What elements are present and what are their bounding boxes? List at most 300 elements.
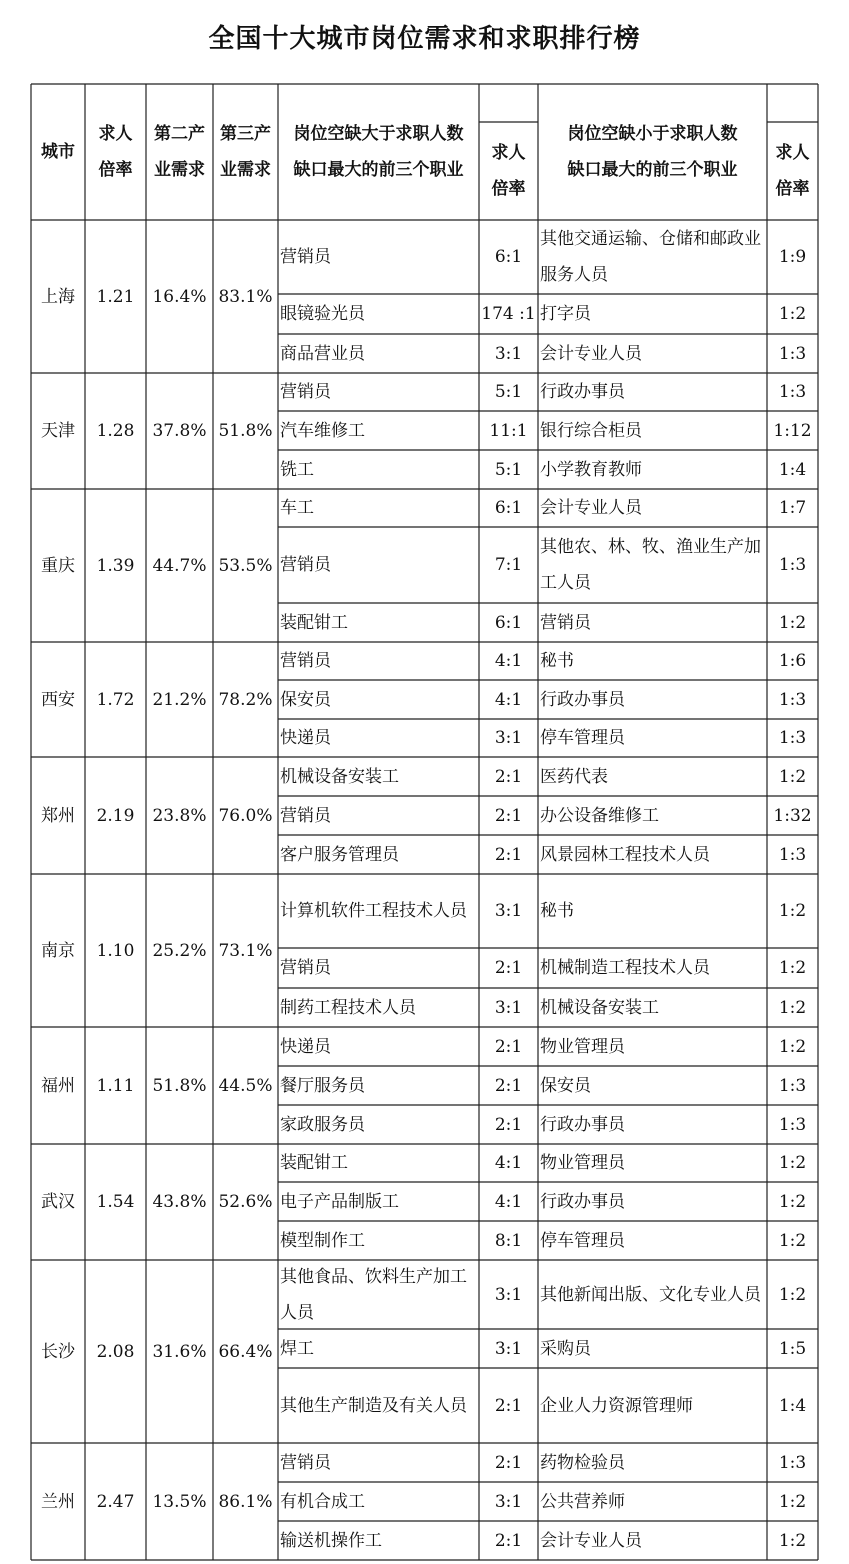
shortage-job-text: 营销员 (280, 651, 331, 671)
surplus-job-text: 停车管理员 (540, 728, 625, 748)
city-ratio-text: 1.72 (96, 689, 135, 710)
shortage-job-text: 眼镜验光员 (280, 304, 365, 324)
surplus-job (538, 450, 767, 489)
city-tertiary (213, 373, 278, 489)
city-name-text: 长沙 (41, 1341, 75, 1362)
shortage-job-text: 商品营业员 (280, 343, 365, 364)
surplus-job-text: 小学教育教师 (540, 459, 642, 480)
city-ratio-text: 1.39 (96, 555, 135, 576)
city-secondary-text: 23.8% (152, 805, 207, 826)
shortage-job (278, 220, 479, 294)
shortage-ratio-text: 3:1 (494, 728, 523, 748)
city-name (31, 642, 85, 757)
city-ratio (85, 489, 146, 642)
shortage-job (278, 450, 479, 489)
city-ratio (85, 220, 146, 373)
shortage-job (278, 757, 479, 796)
shortage-job-text: 有机合成工 (280, 1491, 365, 1512)
shortage-job-text: 铣工 (280, 459, 314, 480)
surplus-job-text: 机械设备安装工 (540, 997, 659, 1018)
shortage-ratio (479, 411, 538, 450)
header-tertiary (213, 84, 278, 220)
city-secondary (146, 373, 213, 489)
surplus-ratio-text: 1:5 (778, 1338, 807, 1359)
shortage-job-text: 输送机操作工 (280, 1530, 382, 1551)
shortage-ratio-text: 6:1 (494, 498, 523, 518)
city-tertiary-text: 66.4% (218, 1341, 273, 1362)
shortage-job-text: 营销员 (280, 1452, 331, 1473)
surplus-job (538, 334, 767, 373)
surplus-ratio-text: 1:2 (778, 958, 807, 978)
city-tertiary (213, 1260, 278, 1443)
shortage-job-text: 电子产品制版工 (280, 1191, 399, 1212)
city-name (31, 373, 85, 489)
surplus-job (538, 489, 767, 527)
shortage-job (278, 489, 479, 527)
city-secondary (146, 1260, 213, 1443)
shortage-ratio-text: 7:1 (494, 555, 523, 575)
surplus-job (538, 1443, 767, 1482)
surplus-job (538, 948, 767, 988)
surplus-job-text: 公共营养师 (540, 1491, 625, 1512)
city-tertiary-text: 53.5% (218, 555, 273, 576)
city-ratio-text: 2.47 (96, 1491, 135, 1512)
surplus-ratio (767, 603, 818, 642)
surplus-job-text: 会计专业人员 (540, 343, 642, 364)
surplus-job-text: 保安员 (540, 1075, 591, 1096)
surplus-ratio (767, 450, 818, 489)
shortage-ratio (479, 603, 538, 642)
shortage-ratio (479, 450, 538, 489)
city-secondary-text: 51.8% (152, 1075, 207, 1096)
shortage-ratio-text: 3:1 (494, 997, 523, 1018)
surplus-ratio-text: 1:2 (778, 1191, 807, 1212)
shortage-ratio (479, 948, 538, 988)
surplus-ratio-text: 1:12 (773, 420, 812, 441)
surplus-job (538, 988, 767, 1027)
city-name (31, 1443, 85, 1560)
shortage-ratio-text: 6:1 (494, 612, 523, 633)
surplus-ratio-text: 1:32 (773, 805, 812, 826)
shortage-job-text: 制药工程技术人员 (280, 997, 416, 1018)
surplus-job-text: 秘书 (540, 651, 574, 671)
surplus-job-text: 会计专业人员 (540, 1530, 642, 1551)
surplus-ratio-text: 1:3 (778, 382, 807, 402)
surplus-ratio (767, 489, 818, 527)
shortage-ratio (479, 1182, 538, 1221)
shortage-ratio-text: 2:1 (494, 1452, 523, 1473)
shortage-ratio (479, 642, 538, 680)
surplus-ratio (767, 373, 818, 411)
surplus-job (538, 1144, 767, 1182)
surplus-ratio (767, 220, 818, 294)
shortage-ratio-text: 4:1 (494, 1191, 523, 1212)
shortage-job-text: 家政服务员 (280, 1114, 365, 1135)
surplus-ratio-text: 1:2 (778, 1153, 807, 1173)
shortage-ratio (479, 1105, 538, 1144)
city-name-text: 兰州 (41, 1491, 75, 1512)
shortage-ratio-text: 5:1 (494, 382, 523, 402)
city-name-text: 郑州 (41, 805, 75, 826)
city-secondary (146, 874, 213, 1027)
surplus-ratio (767, 1221, 818, 1260)
shortage-job-text: 装配钳工 (280, 612, 348, 633)
city-ratio-text: 1.10 (96, 940, 135, 961)
city-secondary-text: 21.2% (152, 689, 207, 710)
city-name (31, 874, 85, 1027)
surplus-job-text: 行政办事员 (540, 382, 625, 402)
surplus-job (538, 1329, 767, 1368)
city-ratio-text: 2.08 (96, 1341, 135, 1362)
shortage-job (278, 1521, 479, 1560)
header-tertiary-text: 第三产 业需求 (220, 124, 271, 180)
shortage-ratio (479, 373, 538, 411)
surplus-job (538, 757, 767, 796)
shortage-ratio-text: 2:1 (494, 1530, 523, 1551)
shortage-job-text: 营销员 (280, 247, 331, 267)
shortage-ratio-text: 4:1 (494, 689, 523, 710)
shortage-ratio-text: 3:1 (494, 1491, 523, 1512)
surplus-ratio (767, 334, 818, 373)
shortage-ratio (479, 1221, 538, 1260)
shortage-ratio (479, 757, 538, 796)
shortage-job (278, 527, 479, 603)
city-secondary (146, 1027, 213, 1144)
city-secondary-text: 25.2% (152, 940, 207, 961)
surplus-ratio-text: 1:4 (778, 1395, 807, 1416)
surplus-job (538, 527, 767, 603)
shortage-ratio (479, 1482, 538, 1521)
surplus-ratio-text: 1:3 (778, 689, 807, 710)
surplus-ratio-text: 1:7 (778, 498, 807, 518)
shortage-job (278, 603, 479, 642)
shortage-ratio-text: 2:1 (494, 844, 523, 865)
city-name (31, 1144, 85, 1260)
city-name-text: 南京 (41, 940, 75, 961)
surplus-job (538, 835, 767, 874)
surplus-ratio (767, 1482, 818, 1521)
surplus-job-text: 行政办事员 (540, 1191, 625, 1212)
surplus-ratio (767, 1105, 818, 1144)
shortage-ratio-text: 3:1 (494, 901, 523, 921)
city-name-text: 天津 (41, 421, 75, 441)
surplus-ratio (767, 1443, 818, 1482)
city-secondary (146, 757, 213, 874)
city-ratio (85, 373, 146, 489)
shortage-job (278, 874, 479, 948)
surplus-job (538, 1027, 767, 1066)
shortage-ratio-text: 2:1 (494, 1075, 523, 1096)
surplus-ratio (767, 988, 818, 1027)
shortage-job (278, 373, 479, 411)
surplus-job (538, 1521, 767, 1560)
city-tertiary-text: 52.6% (218, 1192, 273, 1212)
surplus-job-text: 办公设备维修工 (540, 805, 659, 826)
surplus-ratio (767, 948, 818, 988)
city-secondary-text: 44.7% (152, 555, 207, 576)
city-ratio (85, 1144, 146, 1260)
surplus-ratio (767, 1182, 818, 1221)
surplus-job-text: 医药代表 (540, 766, 608, 787)
header-shortage-ratio-text: 求人 倍率 (491, 143, 526, 199)
shortage-job-text: 焊工 (280, 1338, 314, 1359)
shortage-job-text: 其他生产制造及有关人员 (280, 1395, 467, 1416)
city-secondary (146, 220, 213, 373)
shortage-job-text: 快递员 (280, 1036, 331, 1057)
surplus-ratio-text: 1:6 (778, 651, 807, 671)
city-name-text: 福州 (41, 1075, 75, 1096)
shortage-ratio-text: 5:1 (494, 459, 523, 480)
surplus-job-text: 其他交通运输、仓储和邮政业服务人员 (540, 229, 761, 285)
city-secondary-text: 31.6% (152, 1341, 207, 1362)
shortage-ratio (479, 1368, 538, 1443)
surplus-job (538, 642, 767, 680)
surplus-ratio-text: 1:3 (778, 1114, 807, 1135)
shortage-ratio (479, 835, 538, 874)
header-city-text: 城市 (41, 142, 75, 162)
shortage-job-text: 客户服务管理员 (280, 844, 399, 865)
city-name (31, 220, 85, 373)
surplus-job-text: 停车管理员 (540, 1230, 625, 1251)
shortage-ratio-text: 2:1 (494, 766, 523, 787)
surplus-ratio-text: 1:9 (778, 247, 807, 267)
surplus-ratio-text: 1:2 (778, 1284, 807, 1305)
shortage-ratio (479, 489, 538, 527)
surplus-ratio (767, 1066, 818, 1105)
header-ratio (85, 84, 146, 220)
surplus-ratio (767, 1329, 818, 1368)
shortage-job (278, 1260, 479, 1329)
shortage-ratio (479, 1066, 538, 1105)
surplus-job (538, 220, 767, 294)
city-ratio (85, 874, 146, 1027)
surplus-job-text: 其他新闻出版、文化专业人员 (540, 1284, 761, 1305)
surplus-job-text: 采购员 (540, 1338, 591, 1359)
shortage-job-text: 保安员 (280, 689, 331, 710)
city-ratio-text: 1.28 (96, 421, 135, 441)
header-surplus-jobs-text: 岗位空缺小于求职人数 缺口最大的前三个职业 (567, 124, 738, 180)
header-secondary (146, 84, 213, 220)
city-name (31, 757, 85, 874)
city-ratio-text: 1.11 (96, 1075, 135, 1096)
shortage-ratio-text: 2:1 (494, 1036, 523, 1057)
shortage-job (278, 680, 479, 719)
surplus-ratio-text: 1:2 (778, 766, 807, 787)
surplus-ratio (767, 1260, 818, 1329)
shortage-job (278, 719, 479, 757)
shortage-job (278, 411, 479, 450)
surplus-job-text: 银行综合柜员 (540, 420, 642, 441)
shortage-job-text: 餐厅服务员 (280, 1075, 365, 1096)
surplus-job-text: 行政办事员 (540, 1114, 625, 1135)
header-city (31, 84, 85, 220)
surplus-ratio (767, 719, 818, 757)
shortage-ratio (479, 874, 538, 948)
surplus-job (538, 603, 767, 642)
surplus-job-text: 会计专业人员 (540, 498, 642, 518)
surplus-job (538, 294, 767, 334)
surplus-job-text: 打字员 (540, 304, 591, 324)
city-name-text: 西安 (41, 689, 75, 710)
header-surplus-ratio (767, 122, 818, 220)
shortage-job (278, 1368, 479, 1443)
shortage-ratio (479, 1329, 538, 1368)
surplus-ratio-text: 1:2 (778, 1230, 807, 1251)
city-secondary (146, 489, 213, 642)
shortage-ratio-text: 4:1 (494, 651, 523, 671)
header-shortage-jobs-text: 岗位空缺大于求职人数 缺口最大的前三个职业 (293, 124, 464, 180)
surplus-job (538, 373, 767, 411)
city-secondary (146, 1144, 213, 1260)
surplus-job-text: 风景园林工程技术人员 (540, 844, 710, 865)
shortage-ratio-text: 2:1 (494, 805, 523, 826)
surplus-job (538, 874, 767, 948)
surplus-ratio (767, 642, 818, 680)
surplus-ratio-text: 1:2 (778, 997, 807, 1018)
shortage-job-text: 装配钳工 (280, 1153, 348, 1173)
shortage-job (278, 1027, 479, 1066)
surplus-ratio-text: 1:2 (778, 612, 807, 633)
surplus-job (538, 1368, 767, 1443)
shortage-job (278, 294, 479, 334)
surplus-ratio (767, 1521, 818, 1560)
shortage-job (278, 948, 479, 988)
surplus-ratio (767, 1027, 818, 1066)
shortage-ratio-text: 6:1 (494, 247, 523, 267)
city-ratio (85, 1443, 146, 1560)
city-ratio (85, 757, 146, 874)
shortage-ratio (479, 988, 538, 1027)
surplus-job (538, 796, 767, 835)
city-tertiary-text: 51.8% (218, 421, 273, 441)
shortage-job (278, 1144, 479, 1182)
shortage-ratio-text: 3:1 (494, 343, 523, 364)
shortage-job (278, 1329, 479, 1368)
surplus-job (538, 1066, 767, 1105)
surplus-ratio-text: 1:2 (778, 1036, 807, 1057)
header-surplus-ratio-text: 求人 倍率 (775, 143, 810, 199)
city-ratio (85, 642, 146, 757)
header-shortage-ratio (479, 122, 538, 220)
shortage-job-text: 营销员 (280, 555, 331, 575)
surplus-job-text: 机械制造工程技术人员 (540, 958, 710, 978)
shortage-ratio (479, 527, 538, 603)
surplus-ratio (767, 411, 818, 450)
shortage-job-text: 汽车维修工 (280, 420, 365, 441)
surplus-ratio (767, 835, 818, 874)
surplus-job (538, 1105, 767, 1144)
shortage-ratio (479, 294, 538, 334)
surplus-job (538, 1260, 767, 1329)
city-tertiary-text: 78.2% (218, 689, 273, 710)
shortage-job (278, 1221, 479, 1260)
surplus-ratio-text: 1:3 (778, 844, 807, 865)
shortage-ratio (479, 796, 538, 835)
city-name (31, 1260, 85, 1443)
shortage-job (278, 1443, 479, 1482)
surplus-job-text: 秘书 (540, 901, 574, 921)
surplus-ratio-text: 1:3 (778, 555, 807, 575)
shortage-ratio-text: 4:1 (494, 1153, 523, 1173)
city-tertiary-text: 83.1% (218, 286, 273, 307)
surplus-job-text: 营销员 (540, 612, 591, 633)
shortage-job-text: 其他食品、饮料生产加工人员 (280, 1266, 467, 1323)
shortage-job (278, 796, 479, 835)
shortage-ratio (479, 1443, 538, 1482)
city-name (31, 489, 85, 642)
shortage-job (278, 1182, 479, 1221)
surplus-job-text: 物业管理员 (540, 1153, 625, 1173)
shortage-job-text: 模型制作工 (280, 1230, 365, 1251)
shortage-job (278, 334, 479, 373)
city-tertiary-text: 76.0% (218, 805, 273, 826)
surplus-ratio-text: 1:3 (778, 1075, 807, 1096)
header-secondary-text: 第二产 业需求 (154, 124, 205, 180)
surplus-job (538, 719, 767, 757)
surplus-ratio-text: 1:3 (778, 343, 807, 364)
shortage-job-text: 车工 (280, 498, 314, 518)
shortage-ratio-text: 3:1 (494, 1284, 523, 1305)
city-tertiary (213, 1144, 278, 1260)
shortage-ratio (479, 220, 538, 294)
city-tertiary (213, 220, 278, 373)
shortage-ratio (479, 719, 538, 757)
header-surplus-jobs (538, 84, 767, 220)
shortage-ratio-text: 2:1 (494, 1395, 523, 1416)
surplus-job (538, 1221, 767, 1260)
city-tertiary (213, 489, 278, 642)
surplus-ratio-text: 1:4 (778, 459, 807, 480)
surplus-ratio (767, 1368, 818, 1443)
surplus-ratio-text: 1:2 (778, 901, 807, 921)
surplus-job-text: 行政办事员 (540, 689, 625, 710)
shortage-job-text: 营销员 (280, 958, 331, 978)
surplus-ratio (767, 527, 818, 603)
shortage-job-text: 营销员 (280, 382, 331, 402)
city-ratio-text: 1.21 (96, 286, 135, 307)
surplus-ratio (767, 680, 818, 719)
shortage-ratio (479, 1027, 538, 1066)
shortage-ratio-text: 174 :1 (481, 304, 536, 324)
surplus-job-text: 物业管理员 (540, 1036, 625, 1057)
shortage-ratio-text: 3:1 (494, 1338, 523, 1359)
surplus-job-text: 企业人力资源管理师 (540, 1395, 693, 1416)
city-tertiary (213, 874, 278, 1027)
city-tertiary-text: 86.1% (218, 1491, 273, 1512)
surplus-ratio (767, 1144, 818, 1182)
surplus-job (538, 680, 767, 719)
city-tertiary (213, 1027, 278, 1144)
city-ratio (85, 1260, 146, 1443)
city-ratio (85, 1027, 146, 1144)
surplus-job (538, 1482, 767, 1521)
shortage-ratio (479, 680, 538, 719)
city-secondary-text: 37.8% (152, 421, 207, 441)
shortage-ratio-text: 2:1 (494, 958, 523, 978)
surplus-ratio-text: 1:3 (778, 728, 807, 748)
city-name-text: 重庆 (41, 555, 75, 576)
city-secondary (146, 642, 213, 757)
city-name (31, 1027, 85, 1144)
surplus-ratio-text: 1:2 (778, 1530, 807, 1551)
city-tertiary-text: 44.5% (218, 1075, 273, 1096)
city-secondary-text: 16.4% (152, 286, 207, 307)
header-ratio-text: 求人 倍率 (98, 124, 133, 180)
city-secondary-text: 13.5% (152, 1491, 207, 1512)
shortage-ratio-text: 8:1 (494, 1230, 523, 1251)
shortage-job (278, 1482, 479, 1521)
surplus-job (538, 1182, 767, 1221)
